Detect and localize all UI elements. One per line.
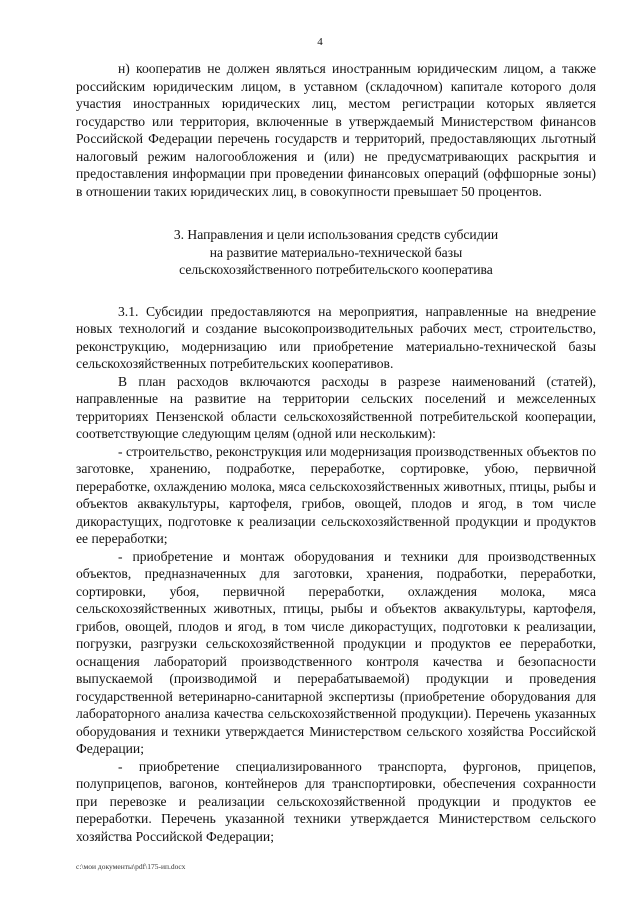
paragraph-expense-plan: В план расходов включаются расходы в разрезе наименований (статей), направленные на развитие на территории сельских поселений и межселенных территориях Пензенской области сельскохозяйственной потребительской кооперации, соответствующие следующим целям (одной или нескольким): bbox=[76, 373, 596, 441]
paragraph-n: н) кооператив не должен являться иностранным юридическим лицом, а также российским юридическим лицом, в уставном (складочном) капитале которого доля участия иностранных юридических лиц, местом регистрации которых является государство или территория, включенные в утверждаемый Министерством финансов Российской Федерации перечень государств и территорий, предоставляющих льготный налоговый режим налогообложения и (или) не предусматривающих раскрытия и предоставления информации при проведении финансовых операций (оффшорные зоны) в отношении таких юридических лиц, в совокупности превышает 50 процентов. bbox=[76, 61, 596, 199]
list-item-construction: - строительство, реконструкция или модернизация производственных объектов по заготовке, хранению, подработке, переработке, сортировке, убою, первичной переработке, охлаждению молока, мяса сельскохозяйственных животных, птицы, рыбы и объектов аквакультуры, картофеля, грибов, овощей, плодов и ягод, в том числе дикорастущих, подготовке к реализации сельскохозяйственной продукции и продуктов ее переработки; bbox=[76, 443, 596, 546]
section-heading-line-2: на развитие материально-технической базы bbox=[209, 244, 463, 260]
list-item-equipment: - приобретение и монтаж оборудования и техники для производственных объектов, предназначенных для заготовки, хранения, подработки, переработки, сортировки, убоя, первичной переработки, охлаждения молока, мяса сельскохозяйственных животных, птицы, рыбы и объектов аквакультуры, картофеля, грибов, овощей, плодов и ягод, в том числе дикорастущих, подготовки к реализации, погрузки, разгрузки сельскохозяйственной продукции и продуктов ее переработки, оснащения лабораторий производственного контроля качества и безопасности выпускаемой (производимой и перерабатываемой) продукции и проведения государственной ветеринарно-санитарной экспертизы (приобретение оборудования для лабораторного анализа качества сельскохозяйственной продукции). Перечень указанных оборудования и техники утверждается Министерством сельского хозяйства Российской Федерации; bbox=[76, 548, 596, 756]
section-heading-line-3: сельскохозяйственного потребительского кооператива bbox=[179, 262, 493, 277]
file-path-footer: c:\мои документы\pdf\175-ип.docx bbox=[76, 862, 186, 871]
section-heading-line-1: 3. Направления и цели использования средств субсидии bbox=[173, 227, 499, 242]
paragraph-3-1: 3.1. Субсидии предоставляются на мероприятия, направленные на внедрение новых технологий и создание высокопроизводительных рабочих мест, строительство, реконструкцию, модернизацию или приобретение материально-технической базы сельскохозяйственных потребительских кооперативов. bbox=[76, 303, 596, 371]
list-item-transport: - приобретение специализированного транспорта, фургонов, прицепов, полуприцепов, вагонов, контейнеров для транспортировки, обеспечения сохранности при перевозке и реализации сельскохозяйственной продукции и продуктов ее переработки. Перечень указанной техники утверждается Министерством сельского хозяйства Российской Федерации; bbox=[76, 758, 596, 844]
section-heading bbox=[76, 226, 596, 279]
document-body bbox=[76, 60, 596, 845]
page-number: 4 bbox=[317, 36, 323, 48]
